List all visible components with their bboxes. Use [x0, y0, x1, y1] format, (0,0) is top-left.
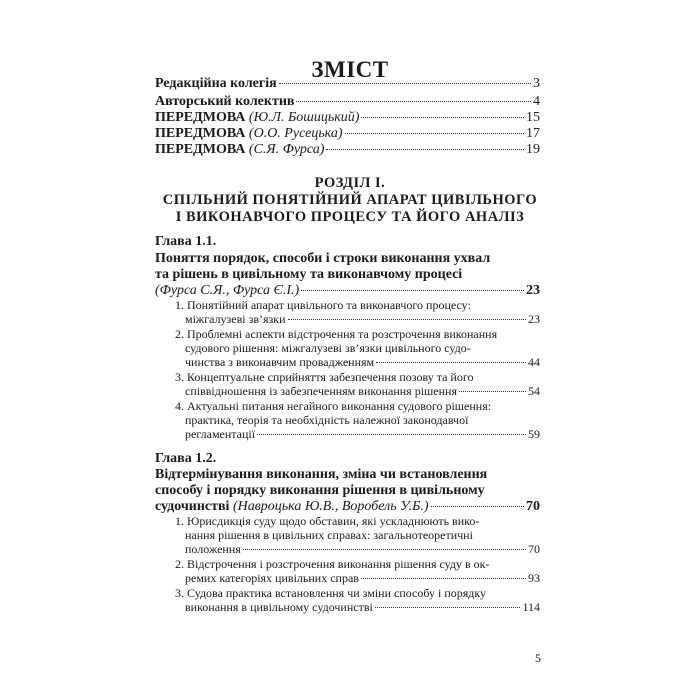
toc-item-line: судового рішення: міжгалузеві зв’язки цивільного судо- — [185, 341, 471, 355]
toc-entry-page: 93 — [528, 571, 540, 585]
dot-leader — [288, 319, 526, 320]
toc-item-line: 2. Відстрочення і розстрочення виконання рішення суду в ок- — [175, 557, 490, 571]
dot-leader — [326, 149, 524, 150]
toc-entry-page: 114 — [522, 600, 540, 614]
toc-entry-authors[interactable] — [155, 94, 540, 110]
toc-item-1-1-2[interactable] — [185, 355, 540, 370]
toc-item-line: нання рішення в цивільних справах: загальнотеоретичні — [185, 528, 473, 542]
toc-entry-page: 23 — [528, 312, 540, 326]
dot-leader — [459, 391, 526, 392]
dot-leader — [279, 83, 531, 84]
chapter-title-line: Поняття порядок, способи і строки виконання ухвал — [155, 251, 491, 266]
dot-leader — [296, 101, 531, 102]
section-title-line-1: СПІЛЬНИЙ ПОНЯТІЙНИЙ АПАРАТ ЦИВІЛЬНОГО — [162, 192, 538, 208]
toc-item-1-1-4[interactable] — [185, 427, 540, 442]
chapter-label: Глава 1.1. — [155, 234, 217, 249]
toc-item-line: практика, теорія та необхідність належної законодавчої — [185, 413, 469, 427]
toc-item-1-1-3[interactable] — [185, 384, 540, 399]
toc-entry-page: 15 — [526, 110, 540, 125]
toc-entry-preface-1[interactable] — [155, 110, 540, 126]
dot-leader — [361, 117, 524, 118]
toc-entry-page: 70 — [528, 542, 540, 556]
toc-item-text: положення — [185, 542, 241, 556]
toc-item-text: міжгалузеві зв’язки — [185, 312, 286, 326]
toc-entry-page: 70 — [526, 499, 540, 514]
toc-item-1-2-3[interactable] — [185, 600, 540, 615]
dot-leader — [375, 607, 521, 608]
chapter-title-line: та рішень в цивільному та виконавчому процесі — [155, 267, 463, 282]
chapter-title-line: Відтермінування виконання, зміна чи встановлення — [155, 467, 488, 482]
page-number: 5 — [535, 651, 541, 665]
dot-leader — [257, 434, 526, 435]
toc-entry-label: Авторський колектив — [155, 94, 295, 109]
toc-entry-page: 4 — [533, 94, 540, 109]
toc-entry-page: 17 — [526, 126, 540, 141]
toc-entry-editorial-board[interactable] — [155, 76, 540, 92]
toc-item-1-1-1[interactable] — [185, 312, 540, 327]
toc-entry-label: Редакційна колегія — [155, 76, 277, 91]
toc-item-line: 3. Судова практика встановлення чи зміни способу і порядку — [175, 586, 487, 600]
toc-entry-label: ПЕРЕДМОВА — [155, 126, 246, 141]
chapter-authors: (Навроцька Ю.В., Воробель У.Б.) — [232, 499, 429, 514]
toc-entry-page: 59 — [528, 427, 540, 441]
toc-entry-chapter-1-1[interactable] — [155, 283, 540, 299]
chapter-title-line: судочинстві — [155, 499, 230, 514]
toc-item-text: співвідношення із забезпеченням виконання рішення — [185, 384, 457, 398]
chapter-authors: (Фурса С.Я., Фурса Є.І.) — [155, 283, 300, 298]
toc-item-1-2-2[interactable] — [185, 571, 540, 586]
toc-entry-label: ПЕРЕДМОВА — [155, 110, 246, 125]
toc-entry-page: 23 — [526, 283, 540, 298]
toc-entry-label: ПЕРЕДМОВА — [155, 142, 246, 157]
dot-leader — [431, 506, 524, 507]
toc-entry-page: 19 — [526, 142, 540, 157]
toc-entry-preface-3[interactable] — [155, 142, 540, 158]
toc-item-line: 1. Понятійний апарат цивільного та виконавчого процесу: — [175, 298, 471, 312]
chapter-title-line: способу і порядку виконання рішення в цивільному — [155, 483, 485, 498]
toc-item-text: виконання в цивільному судочинстві — [185, 600, 373, 614]
toc-entry-page: 3 — [533, 76, 540, 91]
toc-item-1-2-1[interactable] — [185, 542, 540, 557]
toc-entry-chapter-1-2[interactable] — [155, 499, 540, 515]
toc-item-line: 1. Юрисдикція суду щодо обставин, які ускладнюють вико- — [175, 514, 480, 528]
toc-entry-author: (Ю.Л. Бошицький) — [248, 110, 360, 125]
section-title-line-2: І ВИКОНАВЧОГО ПРОЦЕСУ ТА ЙОГО АНАЛІЗ — [175, 209, 525, 225]
toc-item-line: 4. Актуальні питання негайного виконання судового рішення: — [175, 399, 492, 413]
chapter-label: Глава 1.2. — [155, 451, 217, 466]
toc-item-text: ремих категоріях цивільних справ — [185, 571, 359, 585]
toc-entry-preface-2[interactable] — [155, 126, 540, 142]
dot-leader — [361, 578, 526, 579]
toc-item-line: 3. Концептуальне сприйняття забезпечення позову та його — [175, 370, 474, 384]
toc-entry-page: 54 — [528, 384, 540, 398]
dot-leader — [243, 549, 526, 550]
section-heading: РОЗДІЛ І. — [314, 175, 386, 191]
page-title: ЗМІСТ — [311, 57, 389, 82]
dot-leader — [376, 362, 526, 363]
toc-item-text: регламентації — [185, 427, 256, 441]
toc-entry-page: 44 — [528, 355, 540, 369]
dot-leader — [345, 133, 524, 134]
toc-entry-author: (С.Я. Фурса) — [248, 142, 325, 157]
toc-entry-author: (О.О. Русецька) — [248, 126, 343, 141]
toc-item-text: чинства з виконавчим провадженням — [185, 355, 375, 369]
dot-leader — [301, 290, 524, 291]
toc-item-line: 2. Проблемні аспекти відстрочення та розстрочення виконання — [175, 327, 498, 341]
